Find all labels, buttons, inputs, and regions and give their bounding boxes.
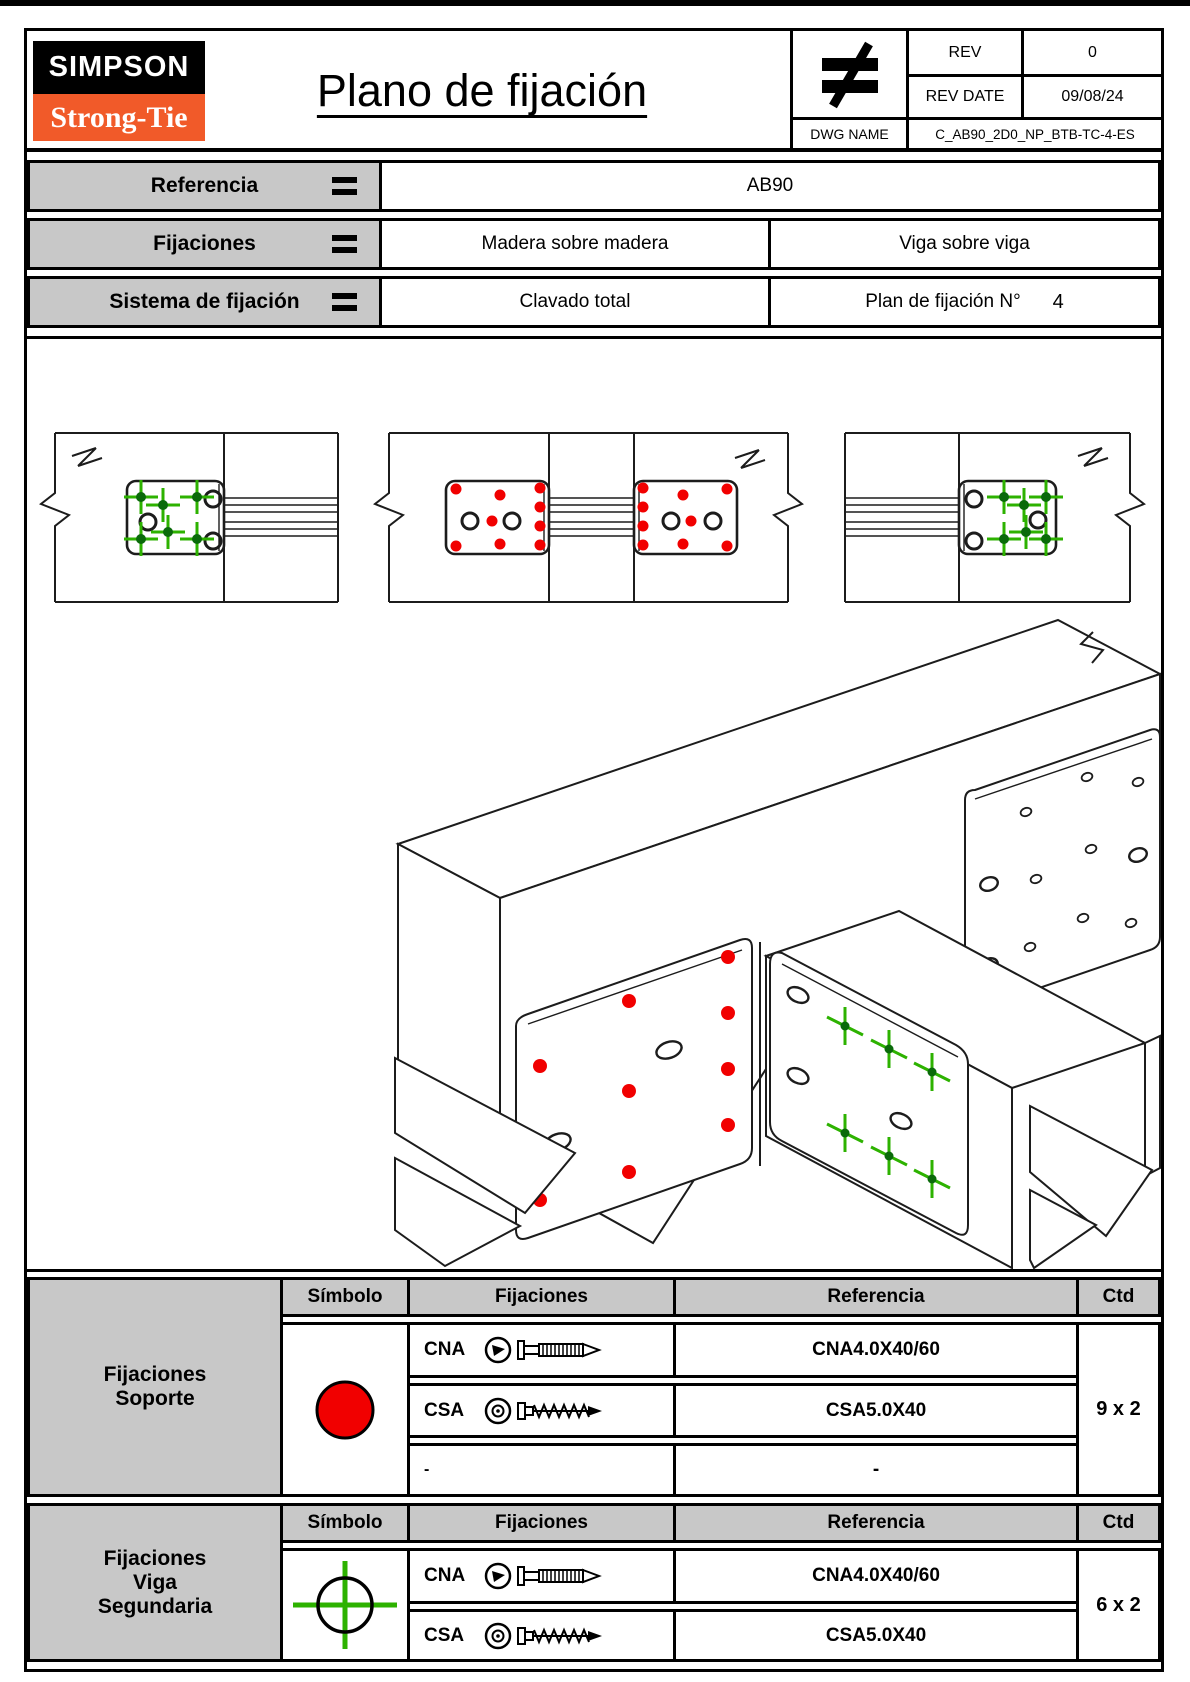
legend-row-empty: - (407, 1443, 676, 1497)
simpson-strongtie-logo (33, 41, 205, 141)
legend-support-qty-cell: 9 x 2 (1076, 1322, 1161, 1497)
rev-value-cell: 0 (1021, 28, 1164, 77)
2d-view-left (41, 433, 338, 602)
drawing-sheet-frame (24, 28, 1164, 1672)
legend-ref-csa: CSA5.0X40 (673, 1609, 1079, 1662)
equals-icon (332, 177, 357, 195)
isometric-view (395, 620, 1160, 1268)
info-value-referencia: AB90 (379, 160, 1161, 212)
equals-icon (332, 293, 357, 311)
rev-date-label-cell: REV DATE (906, 74, 1024, 120)
2d-view-middle (375, 433, 802, 602)
legend-secondary-group-cell: Fijaciones Viga Segundaria (27, 1503, 283, 1662)
csa-screw-icon (484, 1620, 612, 1652)
legend-col-symbol: Símbolo (280, 1503, 410, 1543)
break-mark-icon (735, 450, 765, 468)
legend-ref-cna: CNA4.0X40/60 (673, 1548, 1079, 1604)
legend-col-qty: Ctd (1076, 1503, 1161, 1543)
green-crosshair-symbol-icon (287, 1553, 403, 1657)
plan-number: 4 (1052, 290, 1064, 313)
page-top-rule (0, 0, 1190, 6)
legend-ref-cna: CNA4.0X40/60 (673, 1322, 1079, 1378)
legend-col-fixings: Fijaciones (407, 1277, 676, 1317)
logo-simpson-text: SIMPSON (33, 41, 205, 94)
legend-col-reference: Referencia (673, 1277, 1079, 1317)
legend-col-fixings: Fijaciones (407, 1503, 676, 1543)
logo-strongtie-text: Strong-Tie (33, 94, 205, 141)
info-value-sistema: Clavado total (379, 276, 771, 328)
not-equal-icon (818, 38, 882, 110)
not-equal-symbol-cell (790, 28, 909, 120)
break-mark-icon (1078, 448, 1108, 466)
info-value-plan: Plan de fijación N° 4 (768, 276, 1161, 328)
legend-row-cna: CNA (407, 1322, 676, 1378)
legend-col-symbol: Símbolo (280, 1277, 410, 1317)
back-bracket-edge (1145, 1036, 1160, 1176)
rev-date-value-cell: 09/08/24 (1021, 74, 1164, 120)
legend-secondary-qty-cell: 6 x 2 (1076, 1548, 1161, 1662)
legend-col-reference: Referencia (673, 1503, 1079, 1543)
legend-ref-csa: CSA5.0X40 (673, 1383, 1079, 1438)
legend-row-csa: CSA (407, 1609, 676, 1662)
legend-support-group-cell: Fijaciones Soporte (27, 1277, 283, 1497)
rev-label-cell: REV (906, 28, 1024, 77)
info-label-fijaciones: Fijaciones (27, 218, 382, 270)
legend-ref-empty: - (673, 1443, 1079, 1497)
2d-view-right (845, 433, 1144, 602)
legend-secondary-symbol-cell (280, 1548, 410, 1662)
legend-row-cna: CNA (407, 1548, 676, 1604)
legend-support-symbol-cell (280, 1322, 410, 1497)
dwg-name-value-cell: C_AB90_2D0_NP_BTB-TC-4-ES (906, 117, 1164, 151)
dwg-name-label-cell: DWG NAME (790, 117, 909, 151)
legend-col-qty: Ctd (1076, 1277, 1161, 1317)
drawing-area (27, 336, 1161, 1272)
legend-row-csa: CSA (407, 1383, 676, 1438)
equals-icon (332, 235, 357, 253)
info-value-fijaciones-right: Viga sobre viga (768, 218, 1161, 270)
cna-nail-icon (484, 1334, 612, 1366)
info-value-fijaciones-left: Madera sobre madera (379, 218, 771, 270)
csa-screw-icon (484, 1395, 612, 1427)
technical-drawing (27, 339, 1161, 1269)
header-divider (27, 148, 1161, 152)
break-mark-icon (72, 448, 102, 466)
red-circle-symbol-icon (300, 1365, 390, 1455)
cna-nail-icon (484, 1560, 612, 1592)
info-label-referencia: Referencia (27, 160, 382, 212)
info-label-sistema: Sistema de fijación (27, 276, 382, 328)
page-title: Plano de fijación (316, 65, 648, 116)
